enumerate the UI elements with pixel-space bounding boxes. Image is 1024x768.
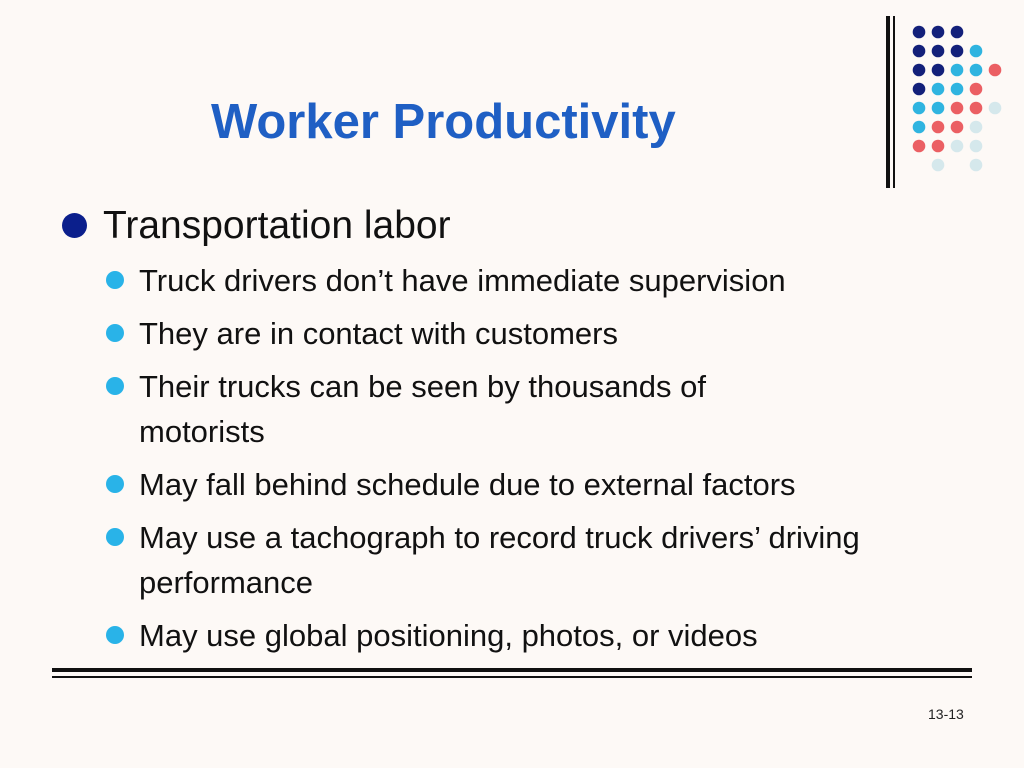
decoration-dot (970, 64, 983, 77)
decoration-dot (913, 64, 926, 77)
decoration-dot (970, 159, 983, 172)
decoration-dot (951, 83, 964, 96)
sub-bullet-item (106, 258, 966, 303)
decoration-dot (951, 64, 964, 77)
decoration-dot (913, 83, 926, 96)
sub-bullet-text: May use global positioning, photos, or videos (139, 618, 758, 653)
decoration-dot (951, 121, 964, 134)
decoration-dot (913, 45, 926, 58)
sub-bullet-item (106, 364, 966, 454)
decoration-dot (989, 102, 1002, 115)
sub-bullet-text: They are in contact with customers (139, 316, 618, 351)
decoration-dot (970, 45, 983, 58)
page-number: 13-13 (928, 706, 964, 722)
sub-bullet-text: May fall behind schedule due to external factors (139, 467, 796, 502)
sub-bullet-item (106, 462, 966, 507)
decoration-dot (913, 140, 926, 153)
sub-bullet-dot-icon (106, 626, 124, 644)
sub-bullet-text: Truck drivers don’t have immediate supervision (139, 263, 786, 298)
sub-bullet-dot-icon (106, 528, 124, 546)
decoration-dot (970, 121, 983, 134)
bullet-dot-icon (62, 213, 87, 238)
horizontal-divider-thin (52, 676, 972, 678)
bullet-level1-text: Transportation labor (103, 204, 451, 247)
decoration-dot (932, 83, 945, 96)
sub-bullet-dot-icon (106, 271, 124, 289)
slide-title: Worker Productivity (211, 95, 676, 149)
sub-bullet-dot-icon (106, 377, 124, 395)
decoration-dot (932, 64, 945, 77)
decoration-dot (932, 121, 945, 134)
decoration-dot (970, 140, 983, 153)
decoration-dot (970, 102, 983, 115)
horizontal-divider-thick (52, 668, 972, 672)
sub-bullet-list (106, 258, 966, 666)
decoration-dot (913, 26, 926, 39)
decoration-dot (970, 83, 983, 96)
decoration-dot (932, 26, 945, 39)
decoration-dot (932, 45, 945, 58)
decoration-dot (913, 102, 926, 115)
decoration-dot (932, 140, 945, 153)
sub-bullet-item (106, 613, 966, 658)
decoration-dot (932, 159, 945, 172)
sub-bullet-item (106, 515, 966, 605)
sub-bullet-dot-icon (106, 475, 124, 493)
bullet-level1 (62, 203, 451, 249)
decoration-dot (951, 26, 964, 39)
decoration-dot (989, 64, 1002, 77)
sub-bullet-item (106, 311, 966, 356)
sub-bullet-text: May use a tachograph to record truck drivers’ driving performance (139, 520, 860, 600)
decoration-dot (951, 140, 964, 153)
decoration-dot (951, 102, 964, 115)
decoration-dot (913, 121, 926, 134)
sub-bullet-text: Their trucks can be seen by thousands of motorists (139, 369, 706, 449)
decoration-dot (951, 45, 964, 58)
sub-bullet-dot-icon (106, 324, 124, 342)
decoration-dot (932, 102, 945, 115)
